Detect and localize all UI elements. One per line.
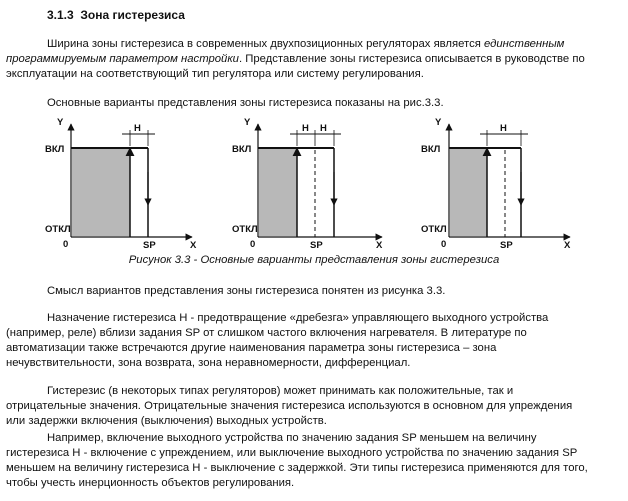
example-line-4: чтобы учесть инерционность объектов регулирования.	[6, 477, 295, 489]
off-label: ОТКЛ	[45, 224, 71, 235]
intro-line-3: эксплуатации на соответствующий тип регулятора или систему регулирования.	[6, 68, 424, 80]
h-label: H	[134, 123, 141, 134]
intro-line-1: Ширина зоны гистерезиса в современных двухпозиционных регуляторах является единственным	[47, 38, 565, 50]
on-label: ВКЛ	[45, 144, 65, 155]
example-line-3: меньшем на величину гистерезиса Н - выключение с задержкой. Эти типы гистерезиса применяются для того,	[6, 462, 588, 474]
x-label: X	[190, 240, 197, 251]
purpose-line-2: (например, реле) вблизи задания SP от слишком частого включения нагревателя. В литературе по	[6, 327, 527, 339]
intro-line-2: программируемым параметром настройки. Представление зоны гистерезиса описывается в руководстве по	[6, 53, 585, 65]
zero-label: 0	[250, 239, 256, 250]
diagram-1	[45, 117, 197, 251]
example-line-1: Например, включение выходного устройства по значению задания SP меньшем на величину	[47, 432, 537, 444]
on-zone	[450, 148, 487, 236]
purpose-line-3: автоматизации также встречаются другие наименования параметра зоны гистерезиса – зона	[6, 342, 497, 354]
section-number: 3.1.3	[47, 8, 74, 22]
sp-label: SP	[500, 240, 513, 251]
purpose-line-1: Назначение гистерезиса Н - предотвращение «дребезга» управляющего выходного устройства	[47, 312, 549, 324]
figure-intro: Основные варианты представления зоны гистерезиса показаны на рис.3.3.	[47, 97, 444, 109]
off-label: ОТКЛ	[232, 224, 258, 235]
y-label: Y	[435, 117, 442, 128]
diagram-2	[232, 117, 383, 251]
on-label: ВКЛ	[232, 144, 252, 155]
x-label: X	[564, 240, 571, 251]
figure-caption: Рисунок 3.3 - Основные варианты представления зоны гистерезиса	[128, 254, 500, 266]
sign-line-2: отрицательные значения. Отрицательные значения гистерезиса используются в основном для упреждения	[6, 400, 573, 412]
sign-line-3: или задержки включения (выключения) выходных устройств.	[6, 415, 327, 427]
h-label-right: H	[320, 123, 327, 134]
zero-label: 0	[441, 239, 447, 250]
section-title: Зона гистерезиса	[80, 8, 185, 22]
sp-label: SP	[310, 240, 323, 251]
sign-line-1: Гистерезис (в некоторых типах регуляторов) может принимать как положительные, так и	[47, 385, 514, 397]
off-label: ОТКЛ	[421, 224, 447, 235]
zero-label: 0	[63, 239, 69, 250]
sp-label: SP	[143, 240, 156, 251]
h-label-left: H	[302, 123, 309, 134]
on-zone	[259, 148, 297, 236]
diagram-3	[421, 117, 571, 251]
section-heading	[47, 8, 185, 22]
on-zone	[72, 148, 130, 236]
purpose-line-4: нечувствительности, зона возврата, зона неравномерности, дифференциал.	[6, 357, 411, 369]
hysteresis-figure	[0, 108, 628, 253]
h-label: H	[500, 123, 507, 134]
y-label: Y	[244, 117, 251, 128]
meaning-text: Смысл вариантов представления зоны гистерезиса понятен из рисунка 3.3.	[47, 285, 446, 297]
x-label: X	[376, 240, 383, 251]
example-line-2: гистерезиса Н - включение с упреждением, или выключение выходного устройства по значению задания SP	[6, 447, 578, 459]
on-label: ВКЛ	[421, 144, 441, 155]
y-label: Y	[57, 117, 64, 128]
